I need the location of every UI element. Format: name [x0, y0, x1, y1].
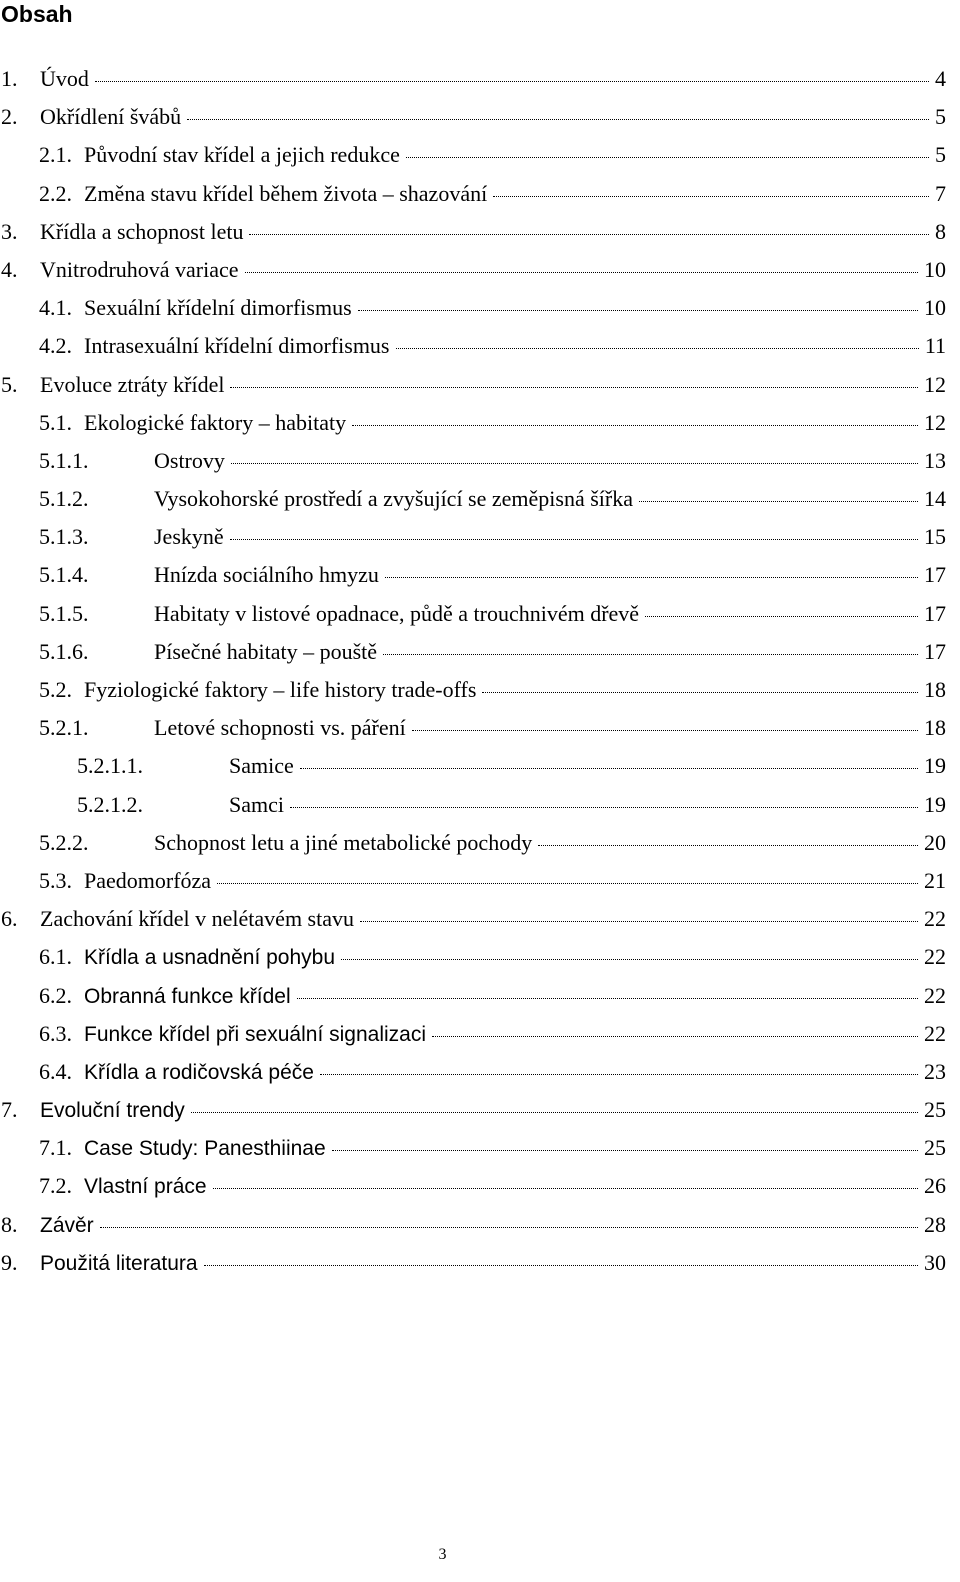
- toc-entry-label: Původní stav křídel a jejich redukce: [84, 142, 400, 168]
- toc-entry-label: Použitá literatura: [40, 1251, 198, 1275]
- dot-leader: [645, 616, 918, 617]
- toc-entry-label: Vnitrodruhová variace: [40, 256, 239, 282]
- toc-entry[interactable]: [0, 404, 946, 442]
- toc-entry-page: 25: [924, 1135, 946, 1161]
- toc-entry-page: 19: [924, 791, 946, 817]
- toc-entry[interactable]: [0, 251, 946, 289]
- toc-entry-label: Zachování křídel v nelétavém stavu: [40, 906, 354, 932]
- toc-entry-number: 6.: [1, 906, 18, 932]
- toc-entry[interactable]: [0, 60, 946, 98]
- dot-leader: [300, 768, 918, 769]
- toc-entry-page: 5: [935, 104, 946, 130]
- toc-entry-number: 7.: [1, 1097, 18, 1123]
- toc-entry-page: 28: [924, 1211, 946, 1237]
- dot-leader: [493, 196, 929, 197]
- dot-leader: [95, 81, 929, 82]
- toc-entry-label: Habitaty v listové opadnace, půdě a trouchnivém dřevě: [154, 600, 640, 626]
- toc-entry-number: 5.2.1.: [39, 715, 89, 741]
- toc-entry-number: 5.2.: [39, 677, 72, 702]
- toc-entry[interactable]: [0, 862, 946, 900]
- toc-entry-label: Písečné habitaty – pouště: [154, 638, 378, 664]
- toc-entry[interactable]: [0, 556, 946, 594]
- toc-entry-page: 25: [924, 1097, 946, 1123]
- toc-entry-page: 18: [924, 677, 946, 702]
- toc-entry-number: 5.1.4.: [39, 562, 89, 588]
- toc-entry-label: Závěr: [40, 1213, 94, 1237]
- toc-entry-label: Jeskyně: [154, 524, 224, 550]
- dot-leader: [358, 310, 918, 311]
- toc-entry-number: 4.: [1, 256, 18, 282]
- toc-entry-number: 6.4.: [39, 1058, 72, 1084]
- toc-entry-number: 5.1.2.: [39, 486, 89, 512]
- toc-entry[interactable]: [0, 289, 946, 327]
- toc-entry-page: 17: [924, 562, 946, 588]
- toc-entry-number: 1.: [1, 66, 18, 91]
- toc-entry[interactable]: [0, 671, 946, 709]
- toc-entry[interactable]: [0, 1129, 946, 1167]
- toc-entry-number: 6.3.: [39, 1020, 72, 1046]
- toc-entry-page: 4: [935, 66, 946, 91]
- toc-entry-label: Vlastní práce: [84, 1175, 207, 1199]
- toc-entry-page: 26: [924, 1173, 946, 1199]
- toc-entry[interactable]: [0, 136, 946, 174]
- dot-leader: [245, 272, 918, 273]
- toc-entry-label: Křídla a rodičovská péče: [84, 1060, 314, 1084]
- dot-leader: [383, 654, 918, 655]
- toc-entry-label: Ekologické faktory – habitaty: [84, 409, 347, 435]
- toc-entry-label: Ostrovy: [154, 447, 225, 473]
- toc-entry[interactable]: [0, 900, 946, 938]
- toc-entry-number: 5.1.3.: [39, 524, 89, 550]
- toc-entry-number: 7.2.: [39, 1173, 72, 1199]
- dot-leader: [187, 119, 929, 120]
- dot-leader: [230, 387, 918, 388]
- toc-entry[interactable]: [0, 977, 946, 1015]
- dot-leader: [396, 348, 919, 349]
- dot-leader: [213, 1188, 918, 1189]
- toc-entry[interactable]: [0, 442, 946, 480]
- dot-leader: [204, 1265, 918, 1266]
- toc-entry-number: 5.2.1.2.: [77, 791, 143, 817]
- toc-entry-page: 21: [924, 867, 946, 893]
- toc-entry-label: Hnízda sociálního hmyzu: [154, 562, 379, 588]
- toc-entry[interactable]: [0, 633, 946, 671]
- toc-entry-label: Case Study: Panesthiinae: [84, 1137, 326, 1161]
- toc-entry-number: 5.1.5.: [39, 600, 89, 626]
- toc-entry-label: Úvod: [40, 66, 89, 91]
- toc-entry-page: 10: [924, 295, 946, 321]
- toc-entry[interactable]: [0, 1206, 946, 1244]
- toc-entry-number: 5.2.2.: [39, 829, 89, 855]
- toc-entry[interactable]: [0, 518, 946, 556]
- toc-entry-number: 6.1.: [39, 944, 72, 970]
- toc-entry[interactable]: [0, 786, 946, 824]
- toc-entry[interactable]: [0, 327, 946, 365]
- toc-entry-page: 22: [924, 982, 946, 1008]
- table-of-contents: [0, 60, 946, 1282]
- toc-entry-page: 8: [935, 218, 946, 244]
- toc-entry-number: 5.1.: [39, 409, 72, 435]
- dot-leader: [191, 1112, 918, 1113]
- toc-entry-label: Změna stavu křídel během života – shazování: [84, 180, 488, 206]
- dot-leader: [332, 1150, 918, 1151]
- toc-entry[interactable]: [0, 747, 946, 785]
- toc-entry-number: 3.: [1, 218, 18, 244]
- toc-entry[interactable]: [0, 824, 946, 862]
- toc-entry-label: Křídla a usnadnění pohybu: [84, 946, 336, 970]
- toc-entry[interactable]: [0, 1053, 946, 1091]
- dot-leader: [290, 807, 918, 808]
- toc-entry-label: Letové schopnosti vs. páření: [154, 715, 406, 741]
- toc-entry[interactable]: [0, 1091, 946, 1129]
- toc-entry-number: 6.2.: [39, 982, 72, 1008]
- toc-entry-label: Okřídlení švábů: [40, 104, 182, 130]
- toc-entry-number: 5.2.1.1.: [77, 753, 143, 779]
- toc-entry-label: Samice: [229, 753, 294, 779]
- dot-leader: [482, 692, 918, 693]
- toc-entry-number: 2.: [1, 104, 18, 130]
- toc-entry[interactable]: [0, 98, 946, 136]
- toc-entry-label: Funkce křídel při sexuální signalizaci: [84, 1022, 426, 1046]
- toc-entry-page: 7: [935, 180, 946, 206]
- toc-entry-page: 12: [924, 371, 946, 397]
- toc-entry-label: Křídla a schopnost letu: [40, 218, 244, 244]
- toc-entry-page: 17: [924, 638, 946, 664]
- toc-entry-page: 30: [924, 1249, 946, 1275]
- toc-entry[interactable]: [0, 1244, 946, 1282]
- toc-entry[interactable]: [0, 1167, 946, 1205]
- toc-entry-page: 10: [924, 256, 946, 282]
- toc-entry-number: 5.1.6.: [39, 638, 89, 664]
- toc-entry-label: Intrasexuální křídelní dimorfismus: [84, 333, 390, 359]
- toc-entry-page: 22: [924, 944, 946, 970]
- toc-title: Obsah: [1, 1, 73, 27]
- dot-leader: [432, 1036, 918, 1037]
- dot-leader: [341, 959, 918, 960]
- toc-entry[interactable]: [0, 595, 946, 633]
- toc-entry-number: 5.3.: [39, 867, 72, 893]
- toc-entry[interactable]: [0, 175, 946, 213]
- toc-entry-label: Evoluční trendy: [40, 1099, 185, 1123]
- toc-entry-page: 12: [924, 409, 946, 435]
- toc-entry-label: Paedomorfóza: [84, 867, 212, 893]
- toc-entry-number: 9.: [1, 1249, 18, 1275]
- toc-entry-page: 11: [924, 333, 946, 359]
- toc-entry-page: 17: [924, 600, 946, 626]
- dot-leader: [360, 921, 918, 922]
- dot-leader: [249, 234, 929, 235]
- page-number: 3: [438, 1546, 447, 1563]
- toc-entry-label: Evoluce ztráty křídel: [40, 371, 225, 397]
- dot-leader: [230, 539, 918, 540]
- toc-entry-label: Fyziologické faktory – life history trade-offs: [84, 677, 477, 702]
- dot-leader: [297, 998, 918, 999]
- toc-entry[interactable]: [0, 213, 946, 251]
- toc-entry-number: 7.1.: [39, 1135, 72, 1161]
- toc-entry-page: 23: [924, 1058, 946, 1084]
- toc-entry-number: 4.2.: [39, 333, 72, 359]
- dot-leader: [352, 425, 918, 426]
- toc-entry-label: Samci: [229, 791, 284, 817]
- toc-entry-page: 13: [924, 447, 946, 473]
- toc-entry-number: 4.1.: [39, 295, 72, 321]
- toc-entry-number: 2.2.: [39, 180, 72, 206]
- dot-leader: [406, 157, 929, 158]
- toc-entry-page: 5: [935, 142, 946, 168]
- dot-leader: [412, 730, 918, 731]
- dot-leader: [100, 1227, 918, 1228]
- toc-entry-number: 8.: [1, 1211, 18, 1237]
- toc-entry-number: 5.: [1, 371, 18, 397]
- dot-leader: [231, 463, 918, 464]
- toc-entry-number: 5.1.1.: [39, 447, 89, 473]
- toc-entry[interactable]: [0, 938, 946, 976]
- dot-leader: [217, 883, 918, 884]
- toc-entry[interactable]: [0, 366, 946, 404]
- toc-entry-page: 14: [924, 486, 946, 512]
- toc-entry-page: 18: [924, 715, 946, 741]
- dot-leader: [538, 845, 918, 846]
- dot-leader: [320, 1074, 918, 1075]
- toc-entry[interactable]: [0, 1015, 946, 1053]
- toc-entry-label: Obranná funkce křídel: [84, 984, 291, 1008]
- dot-leader: [639, 501, 918, 502]
- toc-entry-page: 15: [924, 524, 946, 550]
- toc-entry-page: 19: [924, 753, 946, 779]
- toc-entry[interactable]: [0, 709, 946, 747]
- toc-entry-page: 20: [924, 829, 946, 855]
- toc-entry-page: 22: [924, 1020, 946, 1046]
- toc-entry-page: 22: [924, 906, 946, 932]
- toc-entry-label: Sexuální křídelní dimorfismus: [84, 295, 352, 321]
- toc-entry-label: Vysokohorské prostředí a zvyšující se zeměpisná šířka: [154, 486, 633, 512]
- dot-leader: [385, 577, 918, 578]
- toc-entry-label: Schopnost letu a jiné metabolické pochody: [154, 829, 533, 855]
- toc-entry-number: 2.1.: [39, 142, 72, 168]
- toc-entry[interactable]: [0, 480, 946, 518]
